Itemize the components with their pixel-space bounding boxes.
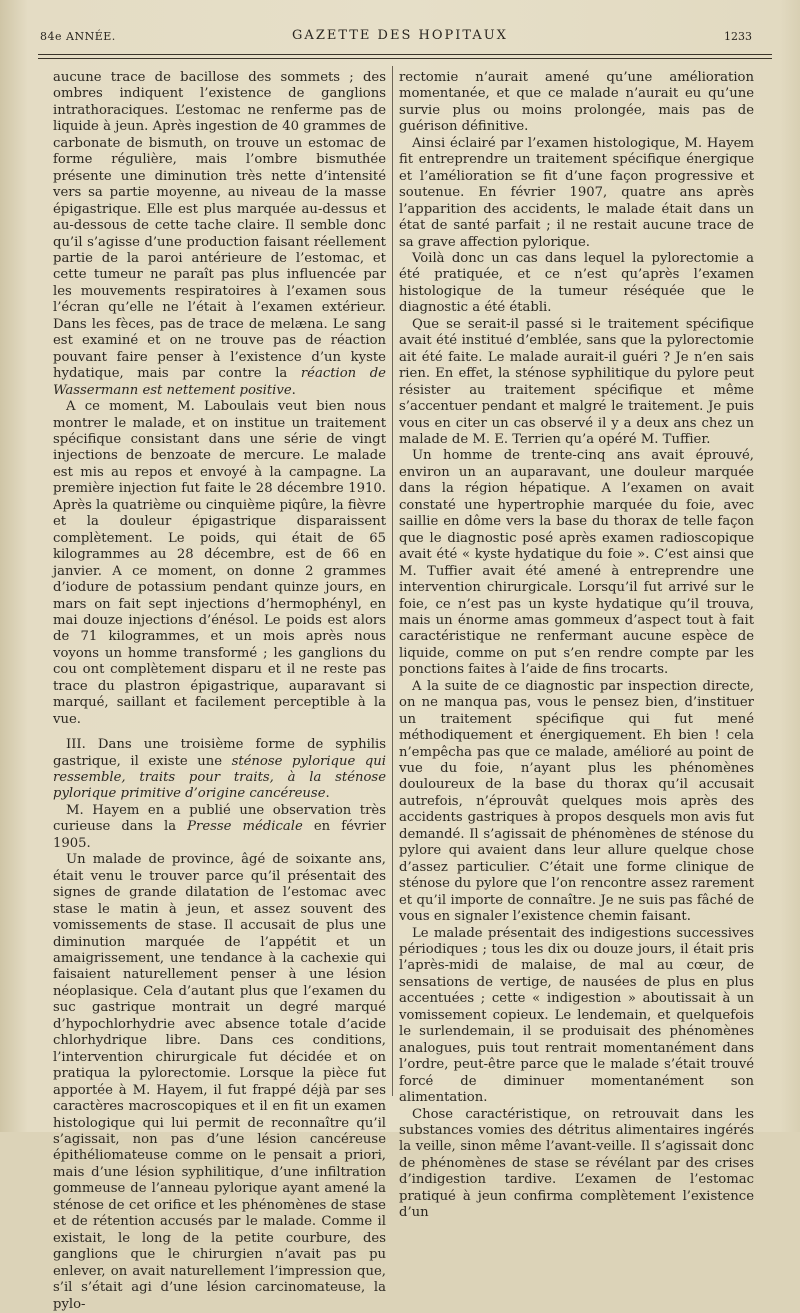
paragraph: Voilà donc un cas dans lequel la pylorectomie a été pratiquée, et ce n’est qu’après l’examen histologique de la tumeur réséquée que le diagnostic a été établi.: [399, 250, 754, 316]
journal-title: GAZETTE DES HOPITAUX: [292, 28, 508, 43]
header-rule-bottom: [38, 58, 772, 59]
year-label: 84e ANNÉE.: [40, 30, 116, 43]
paragraph: rectomie n’aurait amené qu’une amélioration momentanée, et que ce malade n’aurait eu qu’une survie plus ou moins prolongée, mais pas de guérison définitive.: [399, 70, 754, 135]
paragraph: A ce moment, M. Laboulais veut bien nous montrer le malade, et on institue un traitement spécifique consistant dans une série de vingt injections de benzoate de mercure. Le malade est mis au repos et envoyé à la campagne. La première injection fut faite le 28 décembre 1910. Après la quatrième ou cinquième piqûre, la fièvre et la douleur épigastrique disparaissent complètement. Le poids, qui était de 65 kilogrammes au 28 décembre, est de 66 en janvier. A ce moment, on donne 2 grammes d’iodure de potassium pendant quinze jours, en mars on fait sept injections d’hermophényl, en mai douze injections d’énésol. Le poids est alors de 71 kilogrammes, et un mois après nous voyons un homme transformé ; les ganglions du cou ont complètement disparu et il ne reste pas trace du plastron épigastrique, auparavant si marqué, saillant et facilement perceptible à la vue.: [53, 399, 386, 727]
paragraph: Le malade présentait des indigestions successives périodiques ; tous les dix ou douze jours, il était pris l’après-midi de malaise, de mal au cœur, de sensations de vertige, de nausées de plus en plus accentuées ; cette « indigestion » aboutissait à un vomissement copieux. Le lendemain, et quelquefois le surlendemain, il se produisait des phénomènes analogues, puis tout rentrait momentanément dans l’ordre, peut-être parce que le malade s’était trouvé forcé de diminuer momentanément son alimentation.: [399, 925, 754, 1106]
paragraph: Chose caractéristique, on retrouvait dans les substances vomies des détritus alimentaires ingérés la veille, sinon même l’avant-veille. Il s’agissait donc de phénomènes de stase se révélant par des crises d’indigestion tardive. L’examen de l’estomac pratiqué à jeun confirma complètement l’existence d’un: [399, 1106, 754, 1221]
paragraph: Que se serait-il passé si le traitement spécifique avait été institué d’emblée, sans que la pylorectomie ait été faite. Le malade aurait-il guéri ? Je n’en sais rien. En effet, la sténose syphilitique du pylore peut résister au traitement spécifique et même s’accentuer pendant et malgré le traitement. Je puis vous en citer un cas observé il y a deux ans chez un malade de M. E. Terrien qu’a opéré M. Tuffier.: [399, 316, 754, 447]
left-column: [53, 70, 386, 1313]
section-heading-paragraph: III. Dans une troisième forme de syphilis gastrique, il existe une sténose pylorique qui ressemble, traits pour traits, à la sténose pylorique primitive d’origine cancéreuse.: [53, 737, 386, 802]
paragraph: Un homme de trente-cinq ans avait éprouvé, environ un an auparavant, une douleur marquée dans la région hépatique. A l’examen on avait constaté une hypertrophie marquée du foie, avec saillie en dôme vers la base du thorax de telle façon que le diagnostic posé après examen radioscopique avait été « kyste hydatique du foie ». C’est ainsi que M. Tuffier avait été amené à entreprendre une intervention chirurgicale. Lorsqu’il fut arrivé sur le foie, ce n’est pas un kyste hydatique qu’il trouva, mais un énorme amas gommeux d’aspect tout à fait caractéristique ne renfermant aucune espèce de liquide, comme on put s’en rendre compte par les ponctions faites à l’aide de fins trocarts.: [399, 448, 754, 678]
header-rule-top: [38, 54, 772, 55]
right-column: [399, 70, 754, 1222]
paragraph: Ainsi éclairé par l’examen histologique, M. Hayem fit entreprendre un traitement spécifique énergique et l’amélioration se fit d’une façon progressive et soutenue. En février 1907, quatre ans après l’apparition des accidents, le malade était dans un état de santé parfait ; il ne restait aucune trace de sa grave affection pylorique.: [399, 135, 754, 250]
paragraph: M. Hayem en a publié une observation très curieuse dans la Presse médicale en février 1905.: [53, 802, 386, 851]
page-number: 1233: [724, 30, 752, 43]
paragraph: A la suite de ce diagnostic par inspection directe, on ne manqua pas, vous le pensez bien, d’instituer un traitement spécifique qui fut mené méthodiquement et énergiquement. Eh bien ! cela n’empêcha pas que ce malade, amélioré au point de vue du foie, n’ayant plus les phénomènes douloureux de la base du thorax qu’il accusait autrefois, n’éprouvât quelques mois après des accidents gastriques à propos desquels mon avis fut demandé. Il s’agissait de phénomènes de sténose du pylore qui avaient dans leur allure quelque chose d’assez particulier. C’était une forme clinique de sténose du pylore que l’on rencontre assez rarement et qu’il importe de connaître. Je ne suis pas fâché de vous en signaler l’existence chemin faisant.: [399, 678, 754, 925]
paragraph: Un malade de province, âgé de soixante ans, était venu le trouver parce qu’il présentait des signes de grande dilatation de l’estomac avec stase le matin à jeun, et assez souvent des vomissements de stase. Il accusait de plus une diminution marquée de l’appétit et un amaigrissement, une tendance à la cachexie qui faisaient naturellement penser à une lésion néoplasique. Cela d’autant plus que l’examen du suc gastrique montrait un degré marqué d’hypochlorhydrie avec absence totale d’acide chlorhydrique libre. Dans ces conditions, l’intervention chirurgicale fut décidée et on pratiqua la pylorectomie. Lorsque la pièce fut apportée à M. Hayem, il fut frappé déjà par ses caractères macroscopiques et il en fit un examen histologique qui lui permit de reconnaître qu’il s’agissait, non pas d’une lésion cancéreuse épithéliomateuse comme on le pensait a priori, mais d’une lésion syphilitique, d’une infiltration gommeuse de l’anneau pylorique ayant amené la sténose de cet orifice et les phénomènes de stase et de rétention accusés par le malade. Comme il existait, le long de la petite courbure, des ganglions que le chirurgien n’avait pas pu enlever, on avait naturellement l’impression que, s’il s’était agi d’une lésion carcinomateuse, la pylo-: [53, 852, 386, 1312]
paragraph: aucune trace de bacillose des sommets ; des ombres indiquent l’existence de ganglions intrathoraciques. L’estomac ne renferme pas de liquide à jeun. Après ingestion de 40 grammes de carbonate de bismuth, on trouve un estomac de forme régulière, mais l’ombre bismuthée présente une diminution très nette d’intensité vers sa partie moyenne, au niveau de la masse épigastrique. Elle est plus marquée au-dessus et au-dessous de cette tache claire. Il semble donc qu’il s’agisse d’une production faisant réellement partie de la paroi antérieure de l’estomac, et cette tumeur ne paraît pas plus influencée par les mouvements respiratoires à l’examen sous l’écran qu’elle ne l’était à l’examen extérieur. Dans les fèces, pas de trace de melæna. Le sang est examiné et on ne trouve pas de réaction pouvant faire penser à l’existence d’un kyste hydatique, mais par contre la réaction de Wassermann est nettement positive.: [53, 70, 386, 398]
page-header: [0, 26, 800, 48]
column-divider: [392, 66, 393, 1096]
